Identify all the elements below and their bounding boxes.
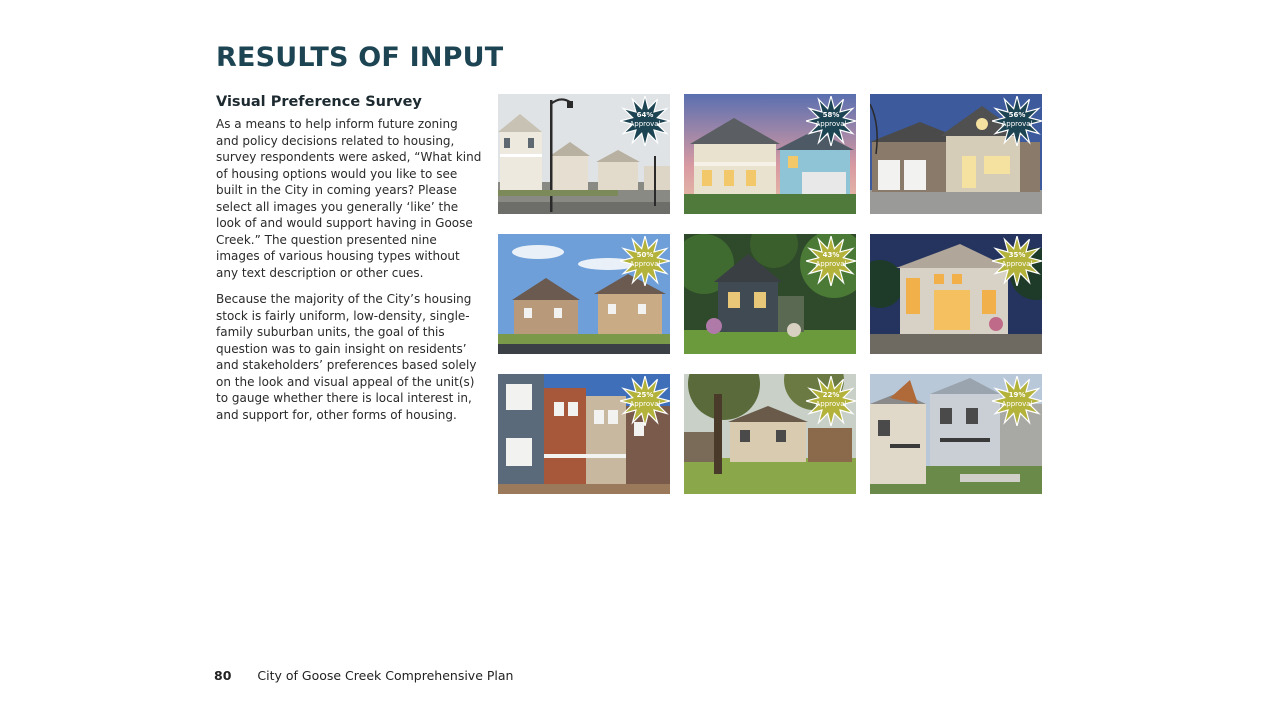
section-heading: Visual Preference Survey — [216, 94, 422, 110]
approval-badge — [620, 96, 670, 146]
page-number: 80 — [214, 668, 232, 683]
approval-percent: 58% — [822, 111, 840, 119]
approval-badge — [992, 376, 1042, 426]
approval-badge — [620, 376, 670, 426]
approval-label: Approval — [1001, 260, 1033, 268]
approval-percent: 50% — [636, 251, 654, 259]
approval-label: Approval — [1001, 400, 1033, 408]
approval-percent: 64% — [636, 111, 654, 119]
approval-percent: 56% — [1008, 111, 1026, 119]
housing-photo-8 — [684, 374, 856, 494]
approval-badge — [806, 236, 856, 286]
approval-label: Approval — [815, 120, 847, 128]
approval-badge — [806, 96, 856, 146]
approval-badge — [806, 376, 856, 426]
page-footer — [214, 668, 513, 683]
approval-label: Approval — [629, 120, 661, 128]
approval-badge — [992, 96, 1042, 146]
housing-photo-3 — [870, 94, 1042, 214]
housing-photo-1 — [498, 94, 670, 214]
approval-percent: 19% — [1008, 391, 1026, 399]
approval-label: Approval — [629, 260, 661, 268]
housing-photo-2 — [684, 94, 856, 214]
approval-badge — [620, 236, 670, 286]
page-title: RESULTS OF INPUT — [216, 42, 504, 73]
goal-paragraph: Because the majority of the City’s housing stock is fairly uniform, low-density, single-family suburban units, the goal of this question was to gain insight on residents’ and stakeholders’ preferences based solely on the look and visual appeal of the unit(s) to gauge whether there is local interest in, and support for, other forms of housing. — [216, 292, 477, 422]
survey-description — [216, 94, 482, 433]
approval-percent: 22% — [822, 391, 840, 399]
housing-photo-4 — [498, 234, 670, 354]
document-title: City of Goose Creek Comprehensive Plan — [257, 668, 514, 683]
housing-photo-7 — [498, 374, 670, 494]
intro-paragraph: As a means to help inform future zoning and policy decisions related to housing, survey respondents were asked, “What kind of housing options would you like to see built in the City in coming years? Please select all images you generally ‘like’ the look of and would support having in Goose Creek.” The question presented nine images of various housing types without any text description or other cues. — [216, 117, 482, 280]
approval-label: Approval — [629, 400, 661, 408]
approval-label: Approval — [1001, 120, 1033, 128]
approval-label: Approval — [815, 400, 847, 408]
housing-photo-6 — [870, 234, 1042, 354]
approval-badge — [992, 236, 1042, 286]
approval-label: Approval — [815, 260, 847, 268]
approval-percent: 25% — [636, 391, 654, 399]
housing-photo-5 — [684, 234, 856, 354]
housing-photo-9 — [870, 374, 1042, 494]
approval-percent: 35% — [1008, 251, 1026, 259]
approval-percent: 43% — [822, 251, 840, 259]
